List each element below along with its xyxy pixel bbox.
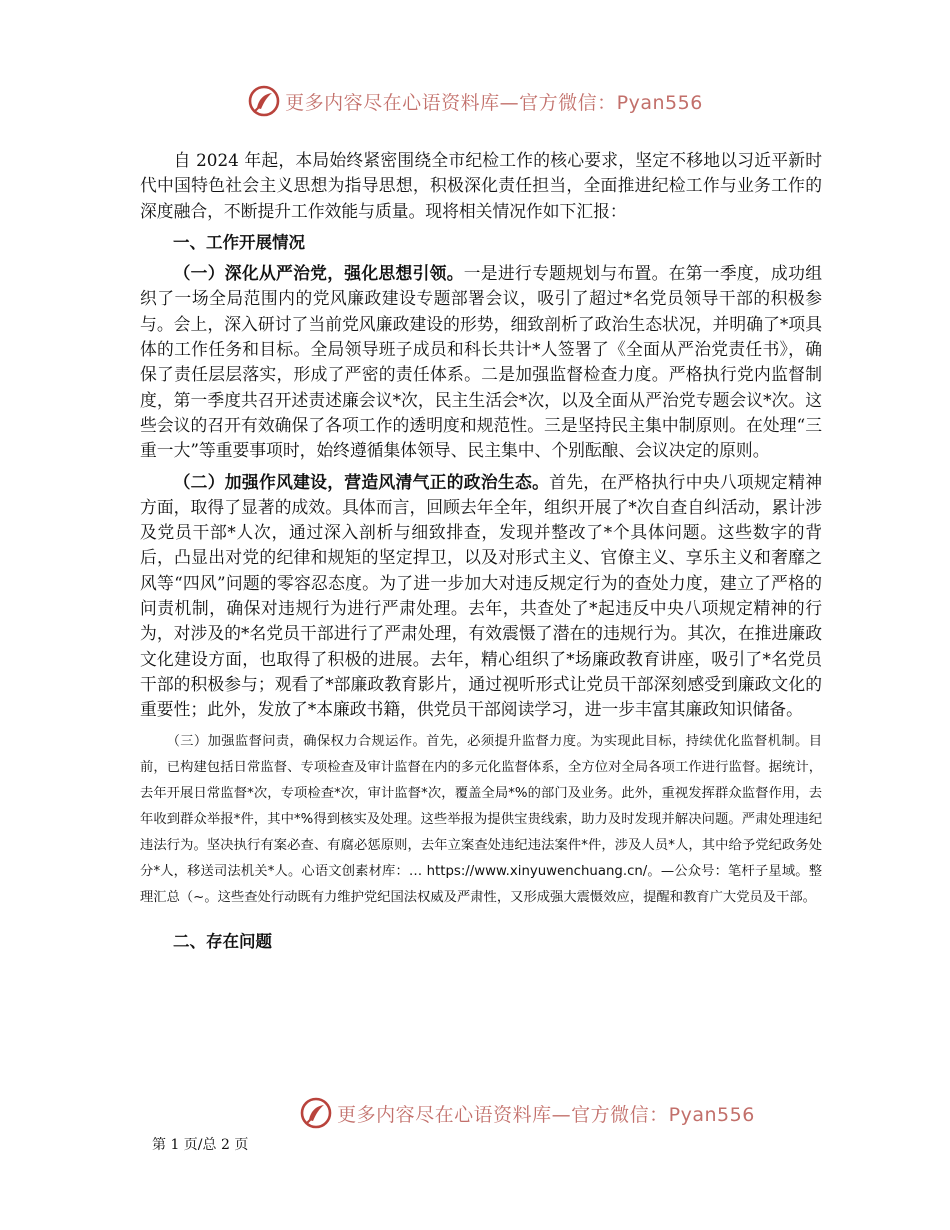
banner-text: 更多内容尽在心语资料库—官方微信：Pyan556 [285, 91, 703, 114]
intro-paragraph: 自 2024 年起，本局始终紧密围绕全市纪检工作的核心要求，坚定不移地以习近平新时代中国特色社会主义思想为指导思想，积极深化责任担当，全面推进纪检工作与业务工作的深度融合，不断提升工作效能与质量。现将相关情况作如下汇报： [140, 150, 822, 221]
section-heading-1: 一、工作开展情况 [173, 232, 305, 252]
logo-icon [247, 84, 281, 118]
document-body [140, 148, 822, 960]
paragraph-1-body: 一是进行专题规划与布置。在第一季度，成功组织了一场全局范围内的党风廉政建设专题部署会议，吸引了超过*名党员领导干部的积极参与。会上，深入研讨了当前党风廉政建设的形势，细致剖析了政治生态状况，并明确了*项具体的工作任务和目标。全局领导班子成员和科长共计*人签署了《全面从严治党责任书》，确保了责任层层落实，形成了严密的责任体系。二是加强监督检查力度。严格执行党内监督制度，第一季度共召开述责述廉会议*次，民主生活会*次，以及全面从严治党专题会议*次。这些会议的召开有效确保了各项工作的透明度和规范性。三是坚持民主集中制原则。在处理“三重一大”等重要事项时，始终遵循集体领导、民主集中、个别酝酿、会议决定的原则。 [140, 263, 822, 461]
header-banner [0, 84, 950, 118]
paragraph-2-lead: （二）加强作风建设，营造风清气正的政治生态。 [173, 471, 550, 492]
page-number: 第 1 页/总 2 页 [152, 1137, 249, 1153]
paragraph-2-body: 首先，在严格执行中央八项规定精神方面，取得了显著的成效。具体而言，回顾去年全年，组织开展了*次自查自纠活动，累计涉及党员干部*人次，通过深入剖析与细致排查，发现并整改了*个具体问题。这些数字的背后，凸显出对党的纪律和规矩的坚定捍卫，以及对形式主义、官僚主义、享乐主义和奢靡之风等“四风”问题的零容忍态度。为了进一步加大对违反规定行为的查处力度，建立了严格的问责机制，确保对违规行为进行严肃处理。去年，共查处了*起违反中央八项规定精神的行为，对涉及的*名党员干部进行了严肃处理，有效震慑了潜在的违规行为。其次，在推进廉政文化建设方面，也取得了积极的进展。去年，精心组织了*场廉政教育讲座，吸引了*名党员干部的积极参与；观看了*部廉政教育影片，通过视听形式让党员干部深刻感受到廉政文化的重要性；此外，发放了*本廉政书籍，供党员干部阅读学习，进一步丰富其廉政知识储备。 [140, 471, 822, 720]
paragraph-3: （三）加强监督问责，确保权力合规运作。首先，必须提升监督力度。为实现此目标，持续优化监督机制。目前，已构建包括日常监督、专项检查及审计监督在内的多元化监督体系，全方位对全局各项工作进行监督。据统计，去年开展日常监督*次，专项检查*次，审计监督*次，覆盖全局*%的部门及业务。此外，重视发挥群众监督作用，去年收到群众举报*件，其中*%得到核实及处理。这些举报为提供宝贵线索，助力及时发现并解决问题。严肃处理违纪违法行为。坚决执行有案必查、有腐必惩原则，去年立案查处违纪违法案件*件，涉及人员*人，其中给予党纪政务处分*人，移送司法机关*人。心语文创素材库：… https://www.xinyuwenchuang.cn/。—公众号：笔杆子星域。整理汇总（~。这些查处行动既有力维护党纪国法权威及严肃性，又形成强大震慑效应，提醒和教育广大党员及干部。 [140, 733, 822, 905]
paragraph-2 [140, 470, 822, 723]
footer-banner [52, 1096, 950, 1130]
paragraph-1-lead: （一）深化从严治党，强化思想引领。 [173, 263, 464, 284]
logo-icon [299, 1096, 333, 1130]
banner-text: 更多内容尽在心语资料库—官方微信：Pyan556 [337, 1103, 755, 1126]
section-heading-2: 二、存在问题 [173, 931, 272, 951]
paragraph-1 [140, 261, 822, 463]
